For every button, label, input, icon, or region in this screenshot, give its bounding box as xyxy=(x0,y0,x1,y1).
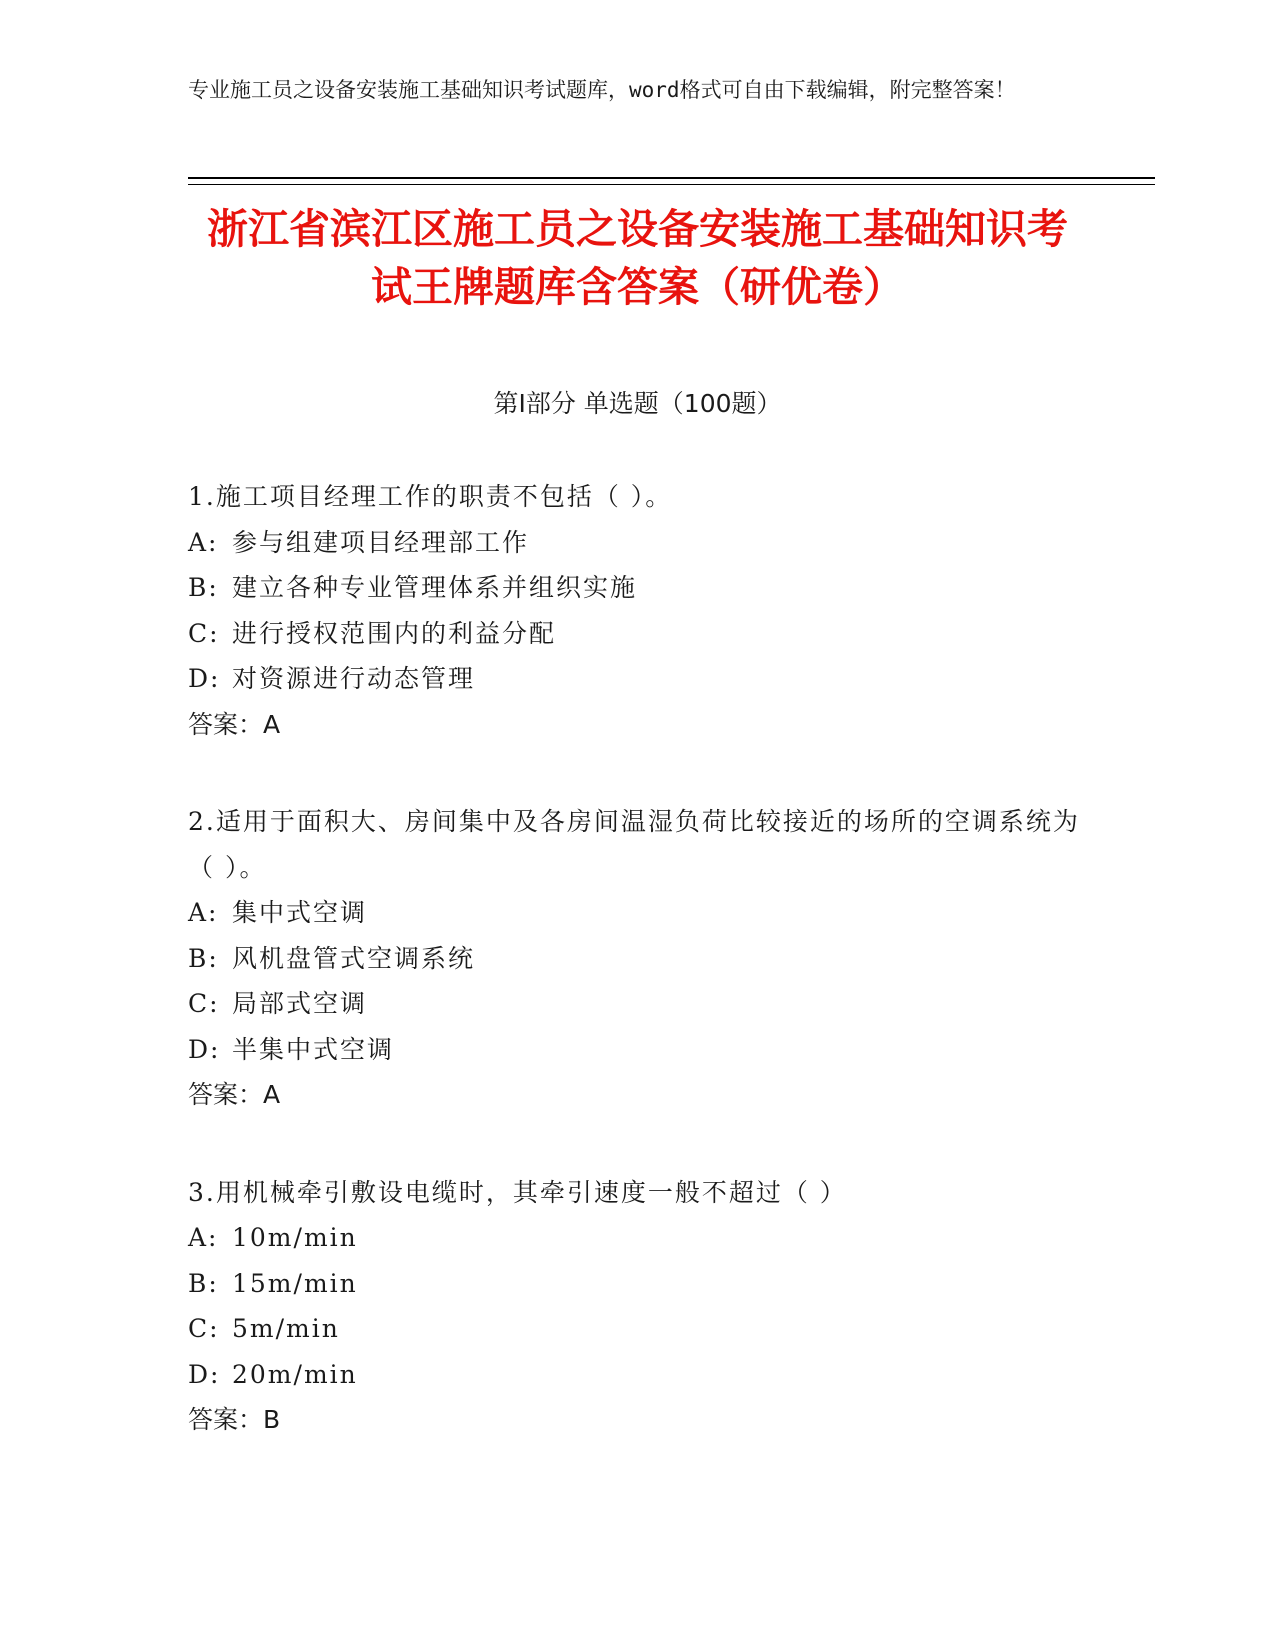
question-list xyxy=(188,474,1088,1495)
option-letter: C: xyxy=(188,1314,220,1343)
option-c xyxy=(188,1306,1088,1352)
option-c xyxy=(188,611,1088,657)
option-text: 参与组建项目经理部工作 xyxy=(232,527,530,557)
option-text: 进行授权范围内的利益分配 xyxy=(232,618,557,648)
option-letter: A: xyxy=(188,898,219,927)
option-b xyxy=(188,936,1088,982)
answer: 答案：A xyxy=(188,1080,281,1109)
question-1 xyxy=(188,474,1088,747)
question-text: 1.施工项目经理工作的职责不包括（ ）。 xyxy=(188,482,673,511)
option-a xyxy=(188,1215,1088,1261)
option-text: 局部式空调 xyxy=(232,989,368,1018)
option-a xyxy=(188,890,1088,936)
option-text: 建立各种专业管理体系并组织实施 xyxy=(232,573,638,602)
document-title: 浙江省滨江区施工员之设备安装施工基础知识考试王牌题库含答案（研优卷） xyxy=(207,205,1068,311)
option-letter: B: xyxy=(188,573,219,602)
option-letter: D: xyxy=(188,664,221,693)
question-text: 2.适用于面积大、房间集中及各房间温湿负荷比较接近的场所的空调系统为（ ）。 xyxy=(188,807,1080,882)
option-d xyxy=(188,1352,1088,1398)
answer: 答案：B xyxy=(188,1405,281,1434)
question-text: 3.用机械牵引敷设电缆时，其牵引速度一般不超过（ ） xyxy=(188,1177,847,1207)
question-3 xyxy=(188,1170,1088,1443)
option-text: 15m/min xyxy=(232,1268,358,1298)
option-letter: A: xyxy=(188,1223,219,1252)
option-c xyxy=(188,981,1088,1027)
option-letter: D: xyxy=(188,1034,221,1064)
option-text: 对资源进行动态管理 xyxy=(232,664,476,693)
option-letter: C: xyxy=(188,989,220,1018)
header-rule-thin xyxy=(188,184,1155,185)
option-b xyxy=(188,565,1088,611)
header-note: 专业施工员之设备安装施工基础知识考试题库，word格式可自由下载编辑，附完整答案！ xyxy=(188,78,1016,102)
option-d xyxy=(188,1027,1088,1073)
section-heading: 第Ⅰ部分 单选题（100题） xyxy=(493,389,782,418)
option-b xyxy=(188,1261,1088,1307)
option-text: 集中式空调 xyxy=(232,898,368,927)
option-letter: C: xyxy=(188,618,220,648)
option-a xyxy=(188,520,1088,566)
option-text: 10m/min xyxy=(232,1223,358,1252)
option-letter: A: xyxy=(188,527,219,557)
answer: 答案：A xyxy=(188,709,281,739)
header-rule-thick xyxy=(188,177,1155,179)
option-text: 20m/min xyxy=(232,1359,358,1389)
option-text: 5m/min xyxy=(232,1314,340,1343)
option-d xyxy=(188,656,1088,702)
option-letter: B: xyxy=(188,943,219,973)
option-letter: B: xyxy=(188,1268,219,1298)
option-letter: D: xyxy=(188,1359,221,1389)
question-2 xyxy=(188,799,1088,1118)
option-text: 半集中式空调 xyxy=(232,1034,395,1064)
option-text: 风机盘管式空调系统 xyxy=(232,943,476,973)
